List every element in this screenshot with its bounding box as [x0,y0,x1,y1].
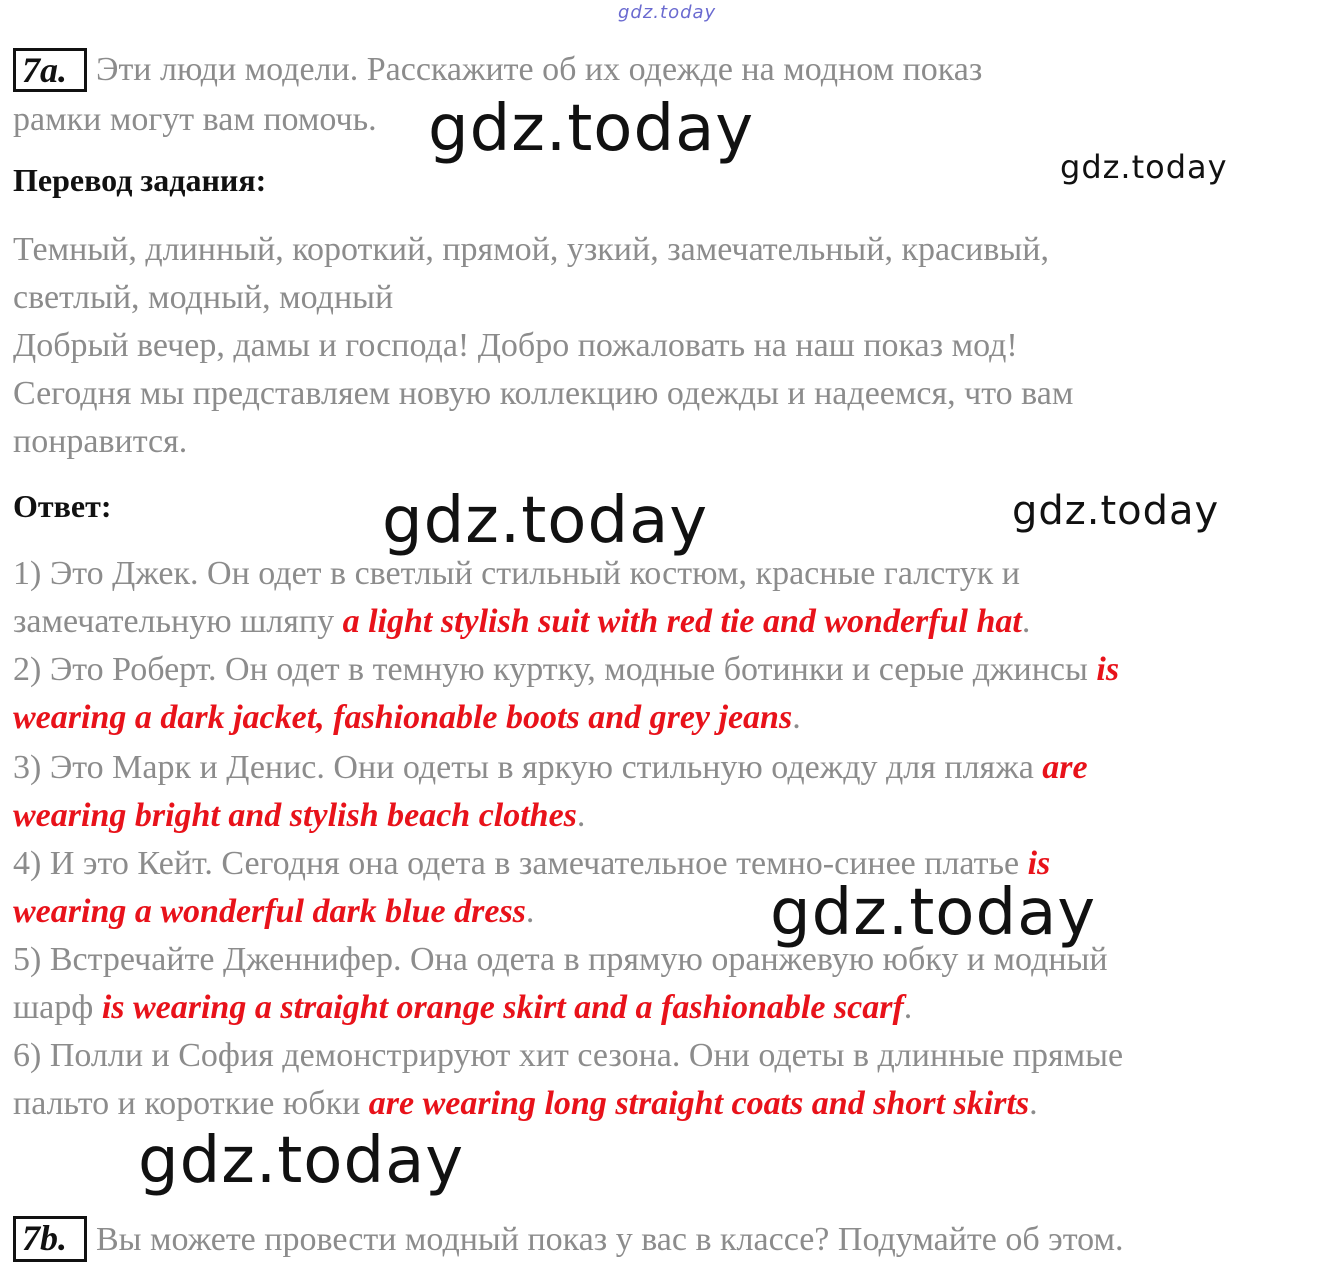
answer-item-5-line2: шарф is wearing a straight orange skirt and a fashionable scarf. [13,989,913,1026]
watermark: gdz.today [428,92,755,166]
answer-item-4-en: wearing a wonderful dark blue dress [13,893,526,930]
task-7a-label: 7a. [13,48,87,92]
task-7a-text-line1: Эти люди модели. Расскажите об их одежде на модном показ [96,51,983,88]
watermark-top: gdz.today [618,2,717,23]
watermark: gdz.today [1060,148,1228,186]
answer-item-1-ru: 1) Это Джек. Он одет в светлый стильный костюм, красные галстук и [13,555,1020,592]
translation-line: светлый, модный, модный [13,279,394,316]
answer-item-2-line1: 2) Это Роберт. Он одет в темную куртку, модные ботинки и серые джинсы is [13,651,1120,688]
answer-item-1-en: a light stylish suit with red tie and wonderful hat [342,603,1022,640]
answer-item-3-en: wearing bright and stylish beach clothes [13,797,577,834]
answer-item-4-line2: wearing a wonderful dark blue dress. [13,893,535,930]
answer-item-2-line2: wearing a dark jacket, fashionable boots and grey jeans. [13,699,801,736]
translation-line: Добрый вечер, дамы и господа! Добро пожаловать на наш показ мод! [13,327,1018,364]
answer-item-3-line2: wearing bright and stylish beach clothes. [13,797,586,834]
answer-item-6-line2: пальто и короткие юбки are wearing long straight coats and short skirts. [13,1085,1038,1122]
watermark: gdz.today [138,1124,465,1198]
answer-item-4-line1: 4) И это Кейт. Сегодня она одета в замечательное темно-синее платье is [13,845,1051,882]
task-7b-text: Вы можете провести модный показ у вас в классе? Подумайте об этом. [96,1221,1124,1258]
translation-line: Темный, длинный, короткий, прямой, узкий, замечательный, красивый, [13,231,1049,268]
answer-item-5-ru: 5) Встречайте Дженнифер. Она одета в прямую оранжевую юбку и модный [13,941,1108,978]
answer-item-2-en: wearing a dark jacket, fashionable boots and grey jeans [13,699,793,736]
answer-item-5-en: is wearing a straight orange skirt and a fashionable scarf [101,989,904,1026]
watermark: gdz.today [1012,488,1220,534]
watermark: gdz.today [770,876,1097,950]
answer-item-6-en: are wearing long straight coats and short skirts [368,1085,1030,1122]
translation-heading: Перевод задания: [13,162,267,198]
translation-line: понравится. [13,423,188,460]
answer-item-3-line1: 3) Это Марк и Денис. Они одеты в яркую стильную одежду для пляжа are [13,749,1088,786]
task-7b-label: 7b. [13,1216,87,1262]
translation-line: Сегодня мы представляем новую коллекцию одежды и надеемся, что вам [13,375,1074,412]
task-7a-text-line2: рамки могут вам помочь. [13,101,377,138]
answer-heading: Ответ: [13,488,112,524]
answer-item-6-ru: 6) Полли и София демонстрируют хит сезона. Они одеты в длинные прямые [13,1037,1124,1074]
watermark: gdz.today [382,484,709,558]
answer-item-1-line2: замечательную шляпу a light stylish suit with red tie and wonderful hat. [13,603,1031,640]
